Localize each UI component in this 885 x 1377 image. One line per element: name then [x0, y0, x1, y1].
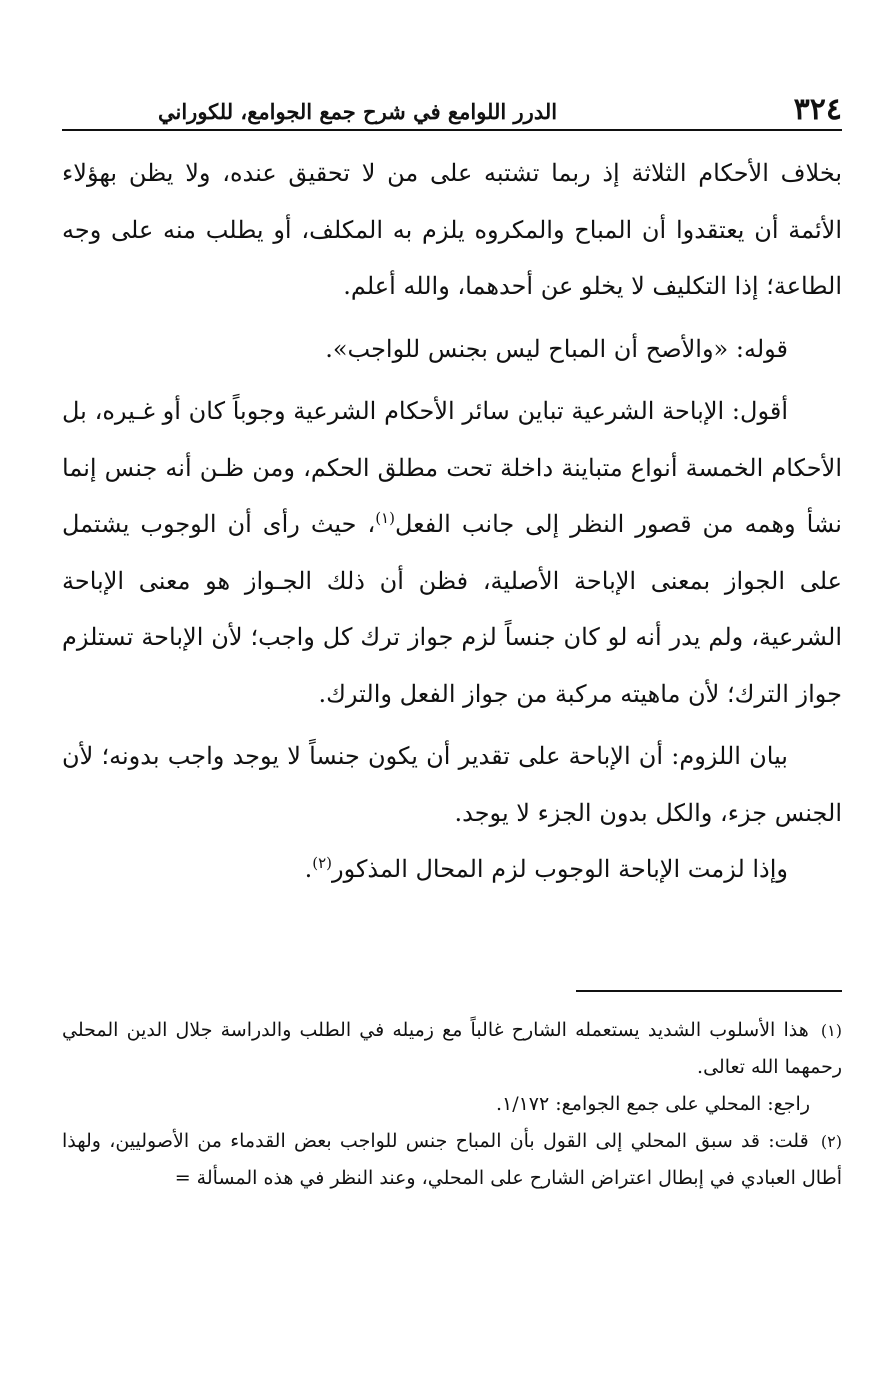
paragraph-quote: قوله: «والأصح أن المباح ليس بجنس للواجب». — [325, 334, 788, 363]
paragraph-intro: بخلاف الأحكام الثلاثة إذ ربما تشتبه على من لا تحقيق عنده، ولا يظن بهؤلاء الأئمة أن يعتقدوا أن المباح والمكروه يلزم به المكلف، أو يطلب منه على وجه الطاعة؛ إذا التكليف لا يخلو عن أحدهما، والله أعلم. — [62, 159, 843, 300]
book-page — [62, 92, 843, 898]
page-header — [62, 92, 842, 131]
paragraph-conclusion — [62, 841, 842, 898]
conclusion-text: وإذا لزمت الإباحة الوجوب لزم المحال المذكور — [332, 855, 788, 883]
argument-part-one: أقول: الإباحة الشرعية تباين سائر الأحكام الشرعية وجوباً كان أو غـيره، بل الأحكام الخمسة أنواع متباينة داخلة تحت مطلق الحكم، ومن ظـن أنه جنس إنما نشأ وهمه من قصور النظر إلى جانب الفعل — [62, 397, 842, 538]
running-title: الدرر اللوامع في شرح جمع الجوامع، للكوراني — [158, 99, 558, 124]
footnote-1 — [62, 1012, 842, 1086]
paragraph-proof: بيان اللزوم: أن الإباحة على تقدير أن يكون جنساً لا يوجد واجب بدونه؛ لأن الجنس جزء، والكل بدون الجزء لا يوجد. — [62, 742, 842, 827]
footnote-1-text: هذا الأسلوب الشديد يستعمله الشارح غالباً مع زميله في الطلب والدراسة جلال الدين المحلي رحمهما الله تعالى. — [62, 1019, 842, 1078]
page-number: ٣٢٤ — [793, 92, 842, 127]
main-text — [62, 145, 842, 898]
footnote-2-text: قلت: قد سبق المحلي إلى القول بأن المباح جنس للواجب بعض القدماء من الأصوليين، ولهذا أطال العبادي في إبطال اعتراض الشارح على المحلي، وعند النظر في هذه المسألة = — [62, 1130, 842, 1189]
footnote-1-reference: راجع: المحلي على جمع الجوامع: ١/١٧٢. — [495, 1093, 810, 1115]
paragraph-argument — [62, 383, 842, 722]
conclusion-period: . — [304, 855, 313, 883]
argument-part-two: ، حيث رأى أن الوجوب يشتمل على الجواز بمعنى الإباحة الأصلية، فظن أن ذلك الجـواز هو معنى الإباحة الشرعية، ولم يدر أنه لو كان جنساً لزم جواز ترك كل واجب؛ لأن الإباحة تستلزم جواز الترك؛ لأن ماهيته مركبة من جواز الفعل والترك. — [62, 510, 843, 708]
footnote-ref-2[interactable]: (٢) — [312, 854, 332, 872]
footnote-ref-1[interactable]: (١) — [375, 509, 395, 527]
footnotes-section — [62, 990, 842, 1197]
footnote-2-number: (٢) — [820, 1132, 842, 1151]
footnote-1-number: (١) — [820, 1021, 843, 1040]
footnote-2 — [62, 1123, 842, 1197]
footnote-divider — [576, 990, 842, 992]
